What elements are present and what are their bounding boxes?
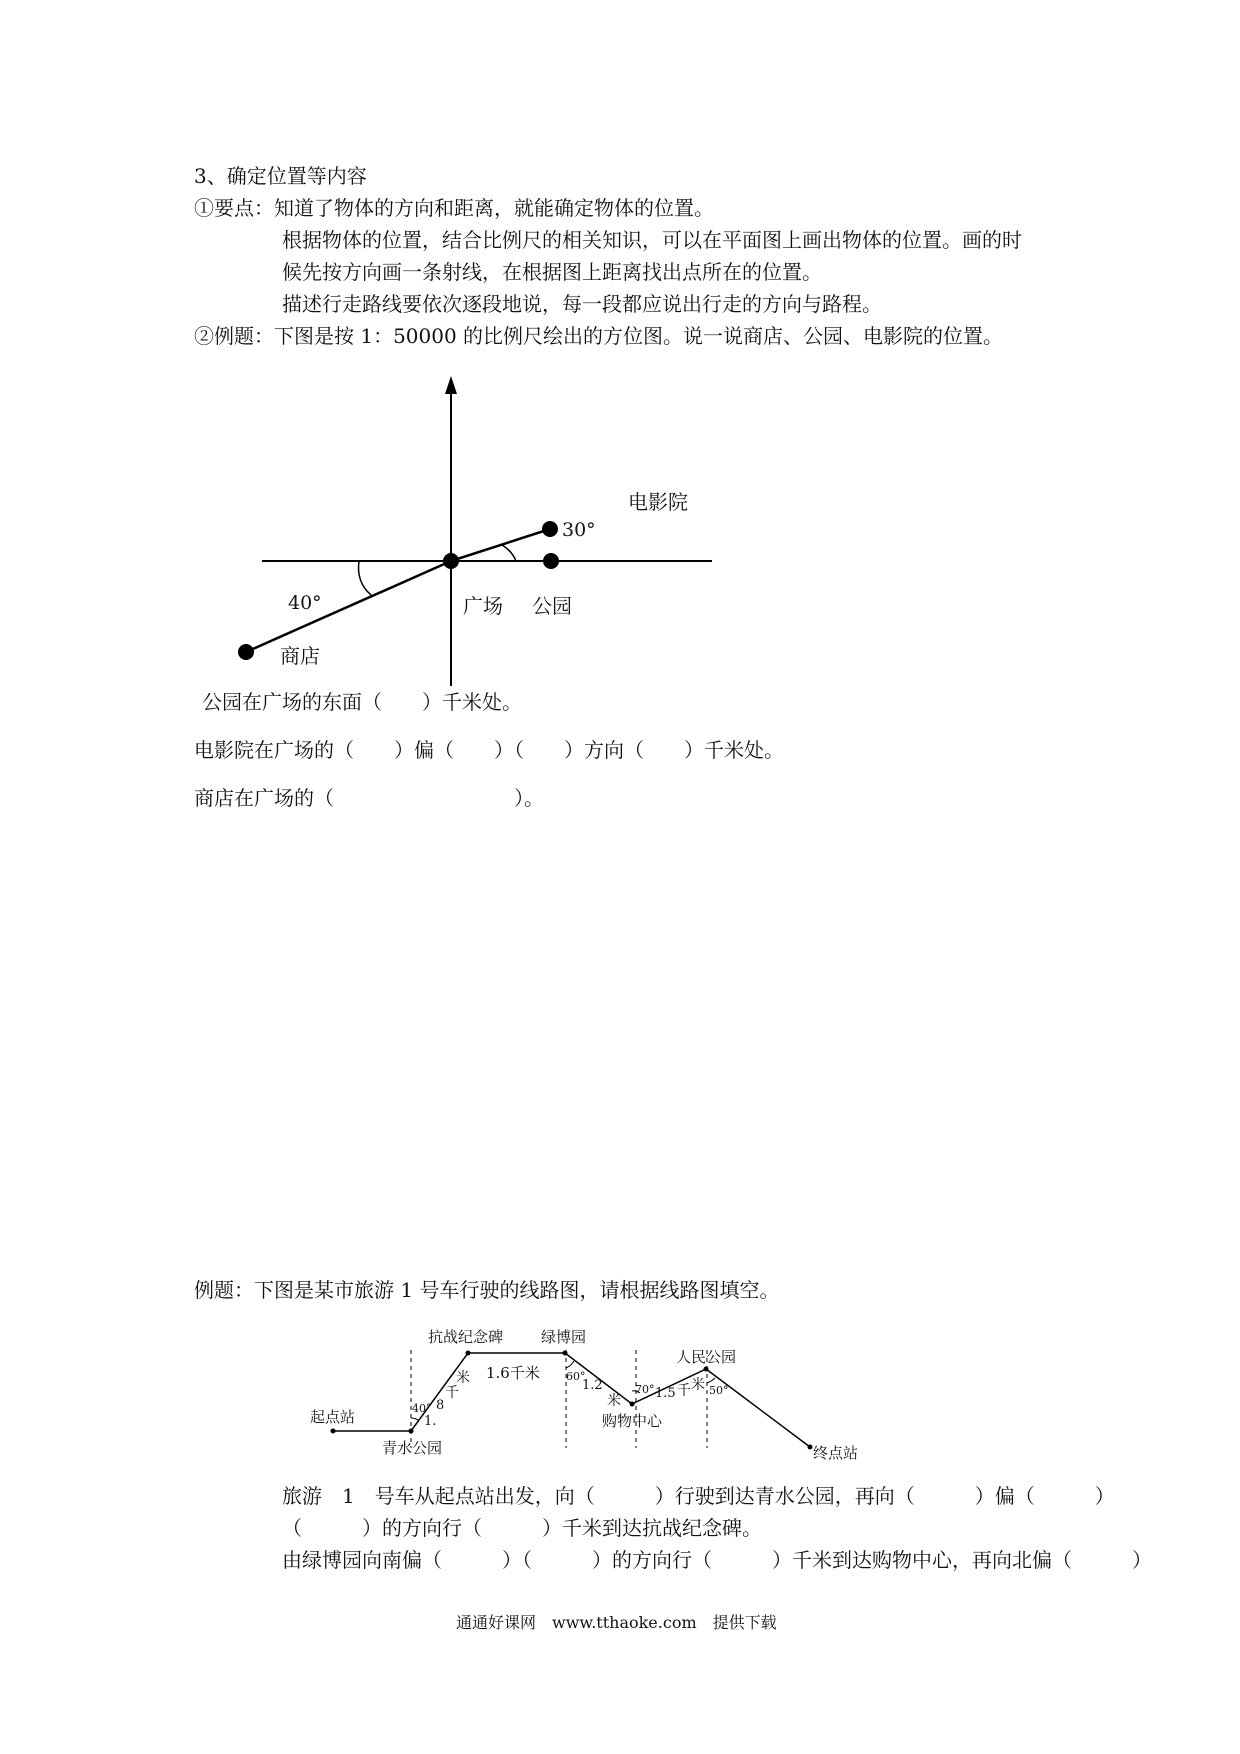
footer-text: 通通好课网 www.tthaoke.com 提供下载 bbox=[456, 1613, 777, 1632]
dist-15-part2: 千 bbox=[677, 1383, 691, 1399]
angle-30-label: 30° bbox=[562, 519, 596, 541]
route-question-2: （ ）的方向行（ ）千米到达抗战纪念碑。 bbox=[282, 1516, 762, 1540]
qingshui-dot bbox=[409, 1429, 414, 1434]
dist-12-part1: 1.2 bbox=[582, 1378, 603, 1393]
dist-18-part2: 8 bbox=[436, 1398, 445, 1413]
end-label: 终点站 bbox=[813, 1444, 859, 1462]
distance-16: 1.6千米 bbox=[486, 1364, 540, 1382]
shopping-dot bbox=[630, 1402, 635, 1407]
angle-40-route: 40° bbox=[412, 1402, 432, 1415]
lvbo-dot bbox=[563, 1351, 568, 1356]
arc-50 bbox=[707, 1378, 715, 1383]
angle-60-route: 60° bbox=[566, 1370, 586, 1383]
people-park-label: 人民公园 bbox=[676, 1348, 737, 1366]
dist-18-part3: 千 bbox=[445, 1385, 459, 1401]
square-label: 广场 bbox=[463, 594, 503, 618]
example-label: ②例题： bbox=[194, 324, 274, 348]
dist-12-part2: 米 bbox=[607, 1393, 621, 1409]
keypoint-2a: 根据物体的位置，结合比例尺的相关知识，可以在平面图上画出物体的位置。画的时 bbox=[282, 228, 1022, 252]
arc-60 bbox=[566, 1361, 574, 1368]
qingshui-label: 青水公园 bbox=[382, 1439, 443, 1457]
end-dot bbox=[808, 1445, 813, 1450]
question-park: 公园在广场的东面（ ）千米处。 bbox=[202, 690, 522, 714]
keypoint-3: 描述行走路线要依次逐段地说，每一段都应说出行走的方向与路程。 bbox=[282, 292, 882, 316]
angle-70-route: 70° bbox=[635, 1383, 655, 1396]
arc-40 bbox=[411, 1418, 419, 1421]
route-question-3: 由绿博园向南偏（ ）（ ）的方向行（ ）千米到达购物中心，再向北偏（ ） bbox=[282, 1548, 1152, 1572]
section-title: 3、确定位置等内容 bbox=[194, 164, 367, 188]
example-text: 下图是按 1：50000 的比例尺绘出的方位图。说一说商店、公园、电影院的位置。 bbox=[274, 324, 1004, 348]
start-dot bbox=[331, 1429, 336, 1434]
question-shop: 商店在广场的（ ）。 bbox=[194, 786, 544, 810]
people-park-dot bbox=[704, 1367, 709, 1372]
route-question-1: 旅游 1 号车从起点站出发，向（ ）行驶到达青水公园，再向（ ）偏（ ） bbox=[282, 1484, 1115, 1508]
route-line bbox=[333, 1353, 810, 1447]
lvbo-label: 绿博园 bbox=[541, 1328, 587, 1346]
question-cinema: 电影院在广场的（ ）偏（ ）（ ）方向（ ）千米处。 bbox=[194, 738, 784, 762]
keypoints-label: ①要点： bbox=[194, 196, 274, 220]
keypoint-1: 知道了物体的方向和距离，就能确定物体的位置。 bbox=[274, 196, 714, 220]
dist-18-part1: 1. bbox=[424, 1414, 437, 1429]
park-label: 公园 bbox=[532, 594, 572, 618]
dist-15-part3: 米 bbox=[691, 1377, 705, 1393]
dist-15-part1: 1.5 bbox=[655, 1386, 676, 1401]
keypoint-2b: 候先按方向画一条射线，在根据图上距离找出点所在的位置。 bbox=[282, 260, 822, 284]
memorial-label: 抗战纪念碑 bbox=[428, 1328, 504, 1346]
example2-text: 例题：下图是某市旅游 1 号车行驶的线路图，请根据线路图填空。 bbox=[194, 1278, 780, 1302]
memorial-dot bbox=[466, 1351, 471, 1356]
angle-40-label: 40° bbox=[288, 592, 322, 614]
dist-18-part4: 米 bbox=[456, 1370, 470, 1386]
start-label: 起点站 bbox=[310, 1408, 356, 1426]
shopping-label: 购物中心 bbox=[602, 1412, 663, 1430]
angle-50-route: 50° bbox=[709, 1384, 729, 1397]
cinema-label: 电影院 bbox=[628, 490, 688, 514]
shop-label: 商店 bbox=[280, 644, 320, 668]
